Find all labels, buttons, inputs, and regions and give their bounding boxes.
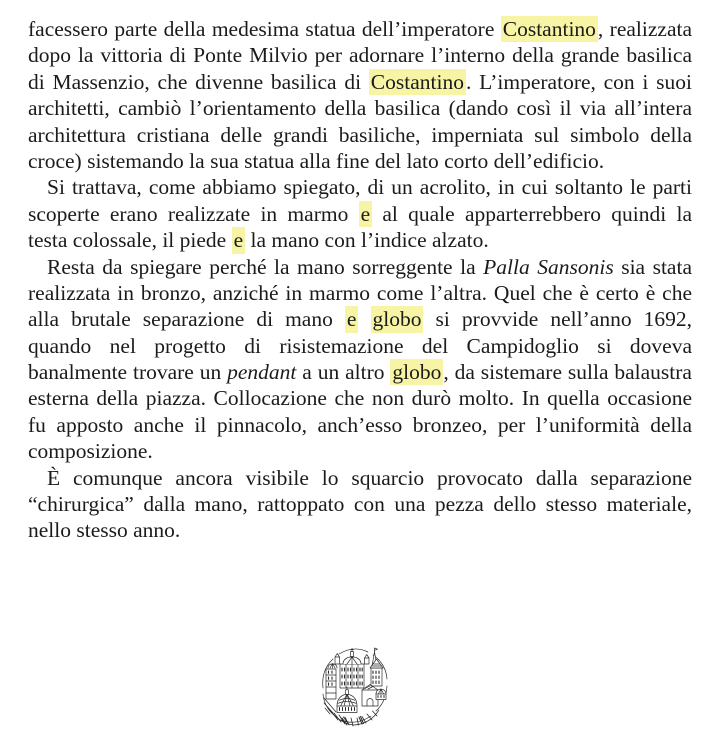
highlighted-text: Costantino xyxy=(369,69,466,95)
highlighted-text: Costantino xyxy=(501,16,598,42)
walled-city-engraving-icon xyxy=(316,642,392,728)
text-line xyxy=(28,148,692,174)
text-segment: , da sistemare sulla balaustra xyxy=(443,360,692,385)
text-segment: fu apposto anche il pinnacolo, anch’esso bronzeo, per l’uniformità della xyxy=(28,412,692,437)
text-segment: alla brutale separazione di mano xyxy=(28,307,345,332)
text-segment: esterna della piazza. Collocazione che non durò molto. In quella occasione xyxy=(28,386,692,411)
paragraph xyxy=(28,254,692,465)
text-segment: È comunque ancora visibile lo squarcio provocato dalla separazione xyxy=(47,465,692,490)
text-line xyxy=(28,69,692,95)
paragraph xyxy=(28,174,692,253)
text-segment: . L’imperatore, con i suoi xyxy=(465,69,692,94)
text-segment: al quale apparterrebbero quindi la xyxy=(372,201,692,226)
text-segment: composizione. xyxy=(28,439,153,464)
text-segment: “chirurgica” dalla mano, rattoppato con una pezza dello stesso materiale, xyxy=(28,492,692,517)
text-line xyxy=(28,254,692,280)
text-segment: testa colossale, il piede xyxy=(28,228,232,253)
text-line xyxy=(28,491,692,517)
text-segment: nello stesso anno. xyxy=(28,518,181,543)
highlighted-text: globo xyxy=(371,306,424,332)
text-segment xyxy=(358,307,370,331)
text-line xyxy=(28,280,692,306)
text-segment: scoperte erano realizzate in marmo xyxy=(28,201,359,226)
text-segment: architettura cristiana delle grandi basiliche, imperniata sul simbolo della xyxy=(28,122,692,147)
text-segment: la mano con l’indice alzato. xyxy=(245,228,489,253)
text-line xyxy=(28,465,692,491)
text-line xyxy=(28,227,692,253)
text-segment: Si trattava, come abbiamo spiegato, di un acrolito, in cui soltanto le parti xyxy=(47,175,692,200)
paragraph xyxy=(28,16,692,174)
text-segment: facessero parte della medesima statua dell’imperatore xyxy=(28,17,501,41)
text-segment: realizzata in bronzo, anziché in marmo come l’altra. Quel che è certo è che xyxy=(28,280,692,305)
text-line xyxy=(28,517,692,543)
text-line xyxy=(28,122,692,148)
paragraph xyxy=(28,465,692,544)
italic-text: pendant xyxy=(227,360,297,385)
text-segment: sia stata xyxy=(613,254,692,279)
text-segment: banalmente trovare un xyxy=(28,360,228,385)
highlighted-text: e xyxy=(232,227,246,253)
text-line xyxy=(28,438,692,464)
text-segment: di Massenzio, che divenne basilica di xyxy=(28,69,369,94)
text-line xyxy=(28,359,692,385)
text-line xyxy=(28,174,692,200)
text-segment: , realizzata xyxy=(597,17,692,41)
text-line xyxy=(28,306,692,332)
highlighted-text: e xyxy=(359,201,373,227)
text-segment: a un altro xyxy=(296,360,391,385)
text-line xyxy=(28,412,692,438)
text-line xyxy=(28,333,692,359)
italic-text: Palla Sansonis xyxy=(483,254,614,279)
text-segment: quando nel progetto di risistemazione del Campidoglio si doveva xyxy=(28,333,692,358)
text-segment: architetti, cambiò l’orientamento della basilica (dando così il via all’intera xyxy=(28,96,692,121)
highlighted-text: globo xyxy=(390,359,443,385)
highlighted-text: e xyxy=(345,306,359,332)
text-segment: dopo la vittoria di Ponte Milvio per adornare l’interno della grande basilica xyxy=(28,43,692,68)
text-line xyxy=(28,201,692,227)
text-line xyxy=(28,95,692,121)
text-line xyxy=(28,385,692,411)
text-segment: si provvide nell’anno 1692, xyxy=(423,307,692,332)
city-engraving-ornament xyxy=(316,642,392,728)
text-line xyxy=(28,42,692,68)
text-segment: croce) sistemando la sua statua alla fine del lato corto dell’edificio. xyxy=(28,148,605,173)
text-line xyxy=(28,16,692,42)
text-segment: Resta da spiegare perché la mano sorreggente la xyxy=(47,254,484,279)
